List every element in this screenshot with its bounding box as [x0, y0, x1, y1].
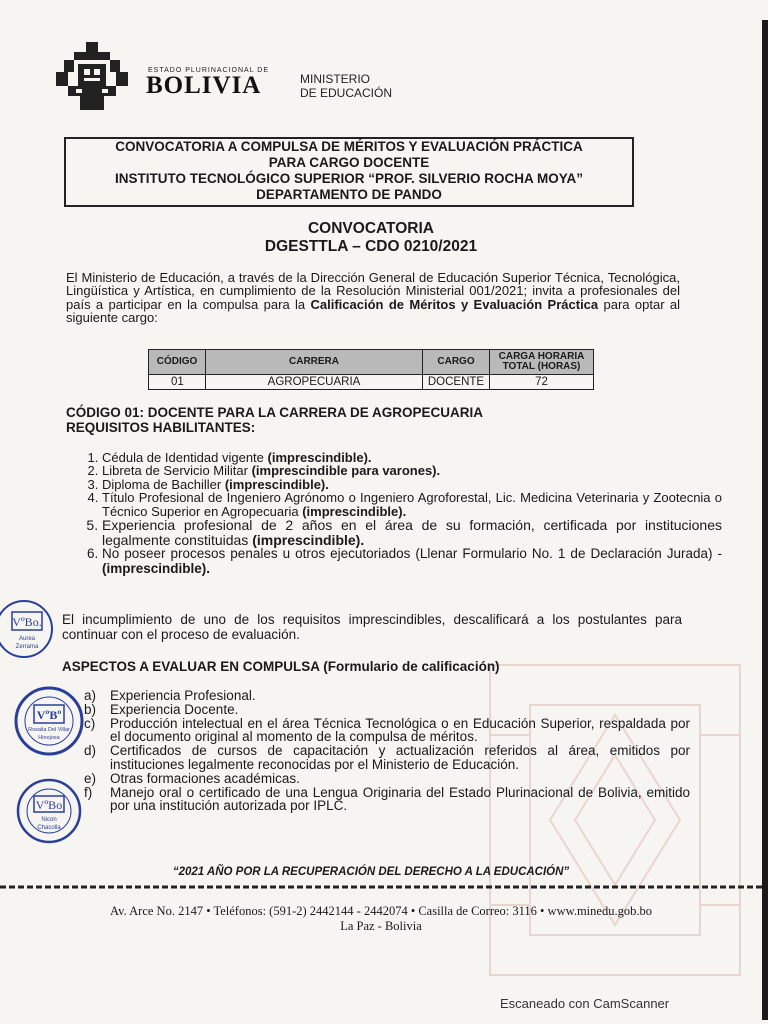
- list-item: e) Otras formaciones académicas.: [84, 770, 300, 786]
- cell-carrera: AGROPECUARIA: [206, 375, 423, 390]
- list-item: 3. Diploma de Bachiller (imprescindible).: [102, 478, 722, 491]
- camscanner-watermark: Escaneado con CamScanner: [500, 996, 670, 1011]
- codigo-heading: CÓDIGO 01: DOCENTE PARA LA CARRERA DE AGROPECUARIA: [66, 405, 484, 420]
- list-item: f) Manejo oral o certificado de una Lengua Originaria del Estado Plurinacional de Bolivia, emitido por una institución autorizada por IPLC.: [84, 784, 690, 814]
- svg-text:Nicon: Nicon: [41, 817, 57, 823]
- cargo-table: [148, 349, 594, 390]
- svg-text:Aurea: Aurea: [18, 636, 36, 642]
- vobo-stamp: [0, 598, 62, 660]
- list-item: 5. Experiencia profesional de 2 años en el área de su formación, certificada por instituciones legalmente constituidas (imprescindible).: [102, 518, 722, 547]
- bolivia-coat-logo: [56, 42, 146, 112]
- vobo-stamp: [14, 683, 84, 759]
- svg-text:VºBo.: VºBo.: [12, 615, 42, 629]
- vobo-stamp: [14, 776, 84, 846]
- requisitos-subheading: REQUISITOS HABILITANTES:: [66, 420, 256, 435]
- intro-text: El Ministerio de Educación, a través de la Dirección General de Educación Superior Técnica, Tecnológica, Lingüística y Artística, en cumplimiento de la Resolución Ministerial 001/2021; invita a profesionales del país a participar en la compulsa para la: [66, 270, 680, 312]
- list-item: c) Producción intelectual en el área Técnica Tecnológica o en Educación Superior, respaldada por el documento original al momento de la compulsa de méritos.: [84, 715, 690, 745]
- footer-divider: [0, 883, 762, 891]
- col-cargo: CARGO: [423, 350, 490, 375]
- svg-text:Rosalia Del Villar: Rosalia Del Villar: [28, 727, 70, 733]
- list-item: 4. Título Profesional de Ingeniero Agrónomo o Ingeniero Agroforestal, Lic. Medicina Veterinaria y Zootecnia o Técnico Superior en Agropecuaria (imprescindible).: [102, 491, 722, 518]
- list-item: 1. Cédula de Identidad vigente (imprescindible).: [102, 451, 722, 464]
- table-row: [149, 375, 594, 390]
- footer-city: La Paz - Bolivia: [340, 919, 422, 933]
- svg-text:Chacolla: Chacolla: [37, 825, 61, 831]
- col-codigo: CÓDIGO: [149, 350, 206, 375]
- requirements-list: [66, 451, 722, 576]
- requisitos-heading: [66, 405, 483, 435]
- footer-address: Av. Arce No. 2147 • Teléfonos: (591-2) 2442144 - 2442074 • Casilla de Correo: 3116 • www.minedu.gob.bo: [110, 904, 652, 918]
- list-item: a) Experiencia Profesional.: [84, 688, 256, 703]
- title-line4: DEPARTAMENTO DE PANDO: [256, 187, 442, 202]
- cell-codigo: 01: [149, 375, 206, 390]
- intro-end: para optar al siguiente cargo:: [66, 296, 681, 326]
- intro-bold: Calificación de Méritos y Evaluación Práctica: [310, 296, 599, 312]
- svg-text:VºBº: VºBº: [36, 708, 62, 722]
- convocatoria-heading: CONVOCATORIA: [307, 220, 434, 237]
- aspects-list: [84, 689, 690, 813]
- cell-cargo: DOCENTE: [423, 375, 490, 390]
- ministerio-line2: DE EDUCACIÓN: [300, 86, 393, 100]
- slogan: “2021 AÑO POR LA RECUPERACIÓN DEL DERECHO A LA EDUCACIÓN”: [172, 866, 570, 878]
- scan-edge: [762, 20, 768, 1020]
- svg-text:VºBo: VºBo: [35, 798, 63, 812]
- list-item: 6. No poseer procesos penales u otros ejecutoriados (Llenar Formulario No. 1 de Declaración Jurada) - (imprescindible).: [102, 547, 722, 576]
- svg-text:Zerrama: Zerrama: [15, 644, 39, 650]
- title-line3: INSTITUTO TECNOLÓGICO SUPERIOR “PROF. SILVERIO ROCHA MOYA”: [114, 171, 584, 186]
- ministerio-line1: MINISTERIO: [300, 72, 371, 86]
- col-carga-horaria: CARGA HORARIA TOTAL (HORAS): [490, 350, 594, 375]
- title-line2: PARA CARGO DOCENTE: [268, 155, 430, 170]
- list-item: d) Certificados de cursos de capacitación y actualización referidos al área, emitidos por instituciones legalmente reconocidas por el Ministerio de Educación.: [84, 743, 690, 772]
- convocatoria-code: DGESTTLA – CDO 0210/2021: [264, 238, 478, 255]
- list-item: 2. Libreta de Servicio Militar (imprescindible para varones).: [102, 464, 722, 477]
- col-carrera: CARRERA: [206, 350, 423, 375]
- bolivia-wordmark: BOLIVIA: [146, 72, 262, 99]
- aspectos-heading: ASPECTOS A EVALUAR EN COMPULSA (Formulario de calificación): [62, 659, 500, 674]
- cell-horas: 72: [490, 375, 594, 390]
- svg-text:Hinojosa: Hinojosa: [38, 735, 60, 741]
- ministerio-label: [300, 72, 392, 100]
- incumplimiento-paragraph: El incumplimiento de uno de los requisitos imprescindibles, descalificará a los postulantes para continuar con el proceso de evaluación.: [62, 612, 682, 642]
- intro-paragraph: [66, 271, 680, 325]
- estado-plurinacional-text: ESTADO PLURINACIONAL DE: [148, 67, 270, 74]
- table-header-row: [149, 350, 594, 375]
- title-line1: CONVOCATORIA A COMPULSA DE MÉRITOS Y EVALUACIÓN PRÁCTICA: [115, 139, 583, 154]
- title-box: [64, 137, 634, 207]
- list-item: b) Experiencia Docente.: [84, 701, 239, 717]
